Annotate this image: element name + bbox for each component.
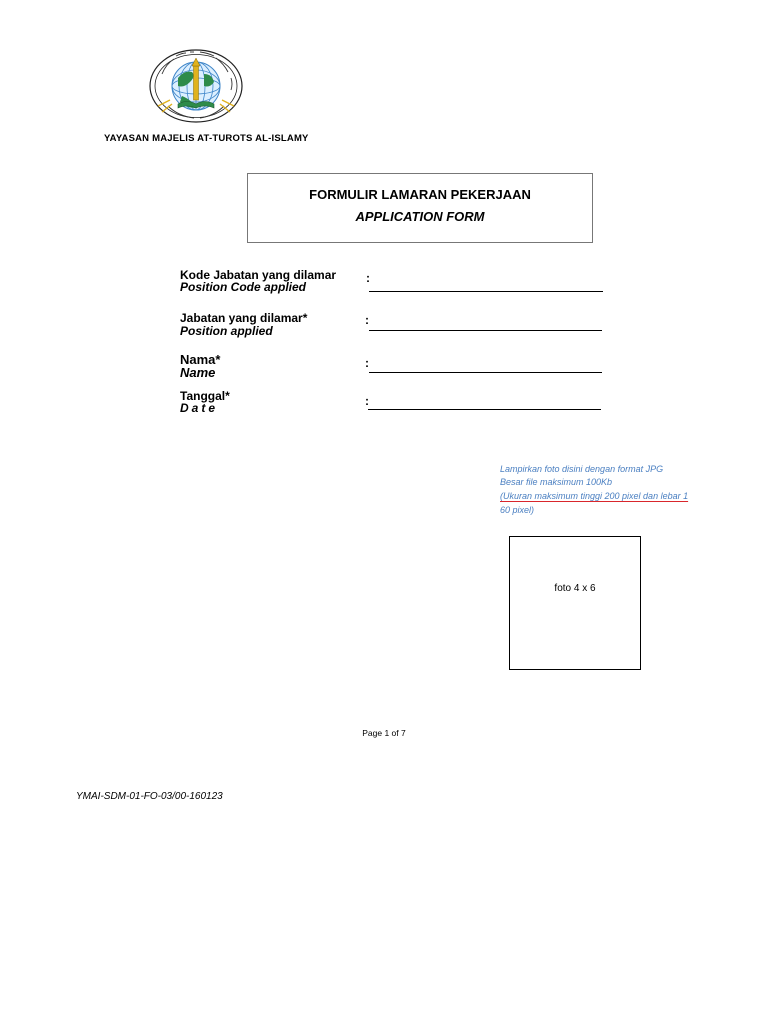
photo-note-size: Besar file maksimum 100Kb [500, 477, 613, 487]
organization-logo [148, 48, 244, 124]
position-code-label: Kode Jabatan yang dilamar [180, 268, 337, 282]
form-title: FORMULIR LAMARAN PEKERJAAN [309, 187, 531, 202]
photo-upload-box[interactable] [509, 536, 641, 670]
position-code-field[interactable] [369, 291, 603, 292]
organization-name: YAYASAN MAJELIS AT-TUROTS AL-ISLAMY [104, 133, 309, 144]
name-label: Nama* [180, 352, 221, 367]
position-applied-colon: : [365, 313, 369, 327]
document-code: YMAI-SDM-01-FO-03/00-160123 [76, 791, 223, 802]
form-subtitle: APPLICATION FORM [355, 209, 485, 224]
name-field[interactable] [369, 372, 602, 373]
position-code-colon: : [366, 271, 370, 285]
position-code-label-en: Position Code applied [180, 280, 307, 294]
date-label: Tanggal* [180, 389, 230, 403]
photo-box-label: foto 4 x 6 [554, 583, 596, 594]
name-label-en: Name [180, 365, 216, 380]
position-applied-label-en: Position applied [180, 324, 273, 338]
position-applied-label: Jabatan yang dilamar* [180, 311, 308, 325]
photo-note-dimensions: (Ukuran maksimum tinggi 200 pixel dan lebar 1 [500, 491, 689, 501]
name-colon: : [365, 356, 369, 370]
page-number: Page 1 of 7 [362, 728, 406, 738]
date-field[interactable] [368, 409, 601, 410]
form-title-box [247, 173, 593, 243]
position-applied-field[interactable] [369, 330, 602, 331]
photo-note-dimensions-cont: 60 pixel) [500, 505, 535, 515]
date-label-en: Date [180, 401, 219, 415]
date-colon: : [365, 394, 369, 408]
photo-note-format: Lampirkan foto disini dengan format JPG [500, 464, 664, 474]
globe-minaret-seal-icon [148, 48, 244, 124]
